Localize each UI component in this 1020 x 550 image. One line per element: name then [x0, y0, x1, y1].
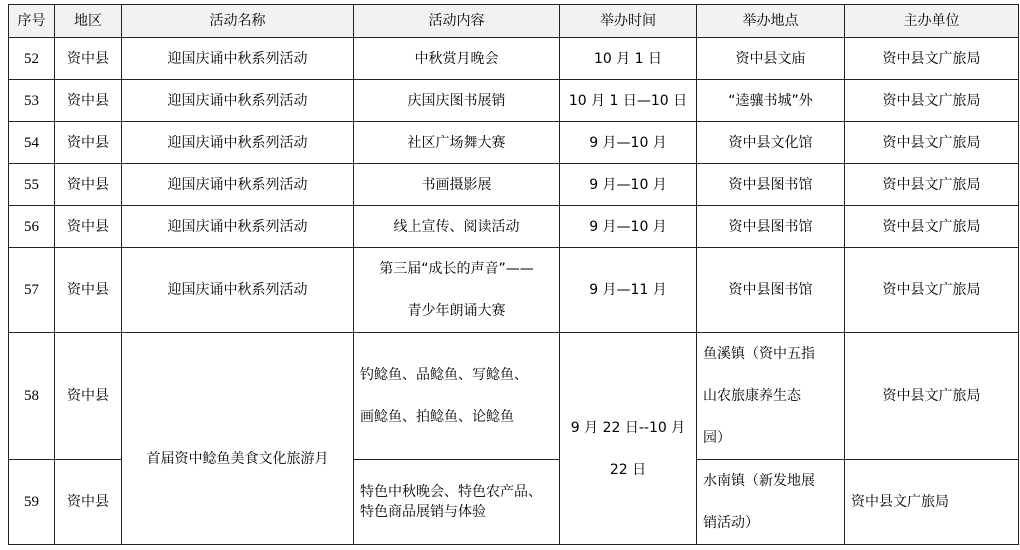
- place-line: 园）: [703, 430, 731, 446]
- cell-activity-name: 迎国庆诵中秋系列活动: [122, 38, 354, 80]
- cell-activity-content: 中秋赏月晚会: [354, 38, 560, 80]
- cell-organizer: 资中县文广旅局: [845, 164, 1019, 206]
- table-row: [9, 80, 1019, 122]
- table-row: [9, 333, 1019, 460]
- cell-time: 9 月—10 月: [560, 206, 697, 248]
- place-line: 山农旅康养生态: [703, 388, 801, 404]
- cell-activity-content: 书画摄影展: [354, 164, 560, 206]
- time-line: 22 日: [609, 461, 647, 478]
- cell-region: 资中县: [55, 248, 122, 333]
- content-line: 特色商品展销与体验: [360, 504, 486, 520]
- table-header-row: [9, 5, 1019, 38]
- content-line: 画鲶鱼、拍鲶鱼、论鲶鱼: [360, 409, 514, 425]
- cell-organizer: 资中县文广旅局: [845, 248, 1019, 333]
- table-row: [9, 206, 1019, 248]
- place-line: 销活动）: [703, 515, 759, 531]
- cell-time: 10 月 1 日: [560, 38, 697, 80]
- cell-place: 资中县文庙: [697, 38, 845, 80]
- cell-activity-name: 迎国庆诵中秋系列活动: [122, 122, 354, 164]
- cell-place: 资中县文化馆: [697, 122, 845, 164]
- events-table-wrapper: [8, 4, 1019, 545]
- cell-region: 资中县: [55, 333, 122, 460]
- time-line: 9 月 22 日--10 月: [570, 419, 686, 436]
- cell-organizer: 资中县文广旅局: [845, 122, 1019, 164]
- table-row: [9, 122, 1019, 164]
- cell-activity-content: [354, 248, 560, 333]
- events-table: [8, 4, 1019, 545]
- cell-place: [697, 460, 845, 545]
- cell-activity-content: [354, 460, 560, 545]
- cell-no: 57: [9, 248, 55, 333]
- header-region: 地区: [55, 5, 122, 38]
- place-line: 鱼溪镇（资中五指: [703, 346, 815, 362]
- content-line: 第三届“成长的声音”——: [379, 261, 534, 277]
- cell-region: 资中县: [55, 460, 122, 545]
- place-line: 水南镇（新发地展: [703, 473, 815, 489]
- cell-region: 资中县: [55, 164, 122, 206]
- table-row: [9, 248, 1019, 333]
- cell-no: 52: [9, 38, 55, 80]
- cell-time: 9 月—10 月: [560, 122, 697, 164]
- content-line: 青少年朗诵大赛: [407, 303, 506, 319]
- content-line: 特色中秋晚会、特色农产品、: [360, 484, 542, 500]
- cell-activity-name: 迎国庆诵中秋系列活动: [122, 206, 354, 248]
- cell-no: 53: [9, 80, 55, 122]
- cell-region: 资中县: [55, 80, 122, 122]
- header-no: 序号: [9, 5, 55, 38]
- cell-no: 58: [9, 333, 55, 460]
- cell-no: 54: [9, 122, 55, 164]
- cell-organizer: 资中县文广旅局: [845, 206, 1019, 248]
- cell-time-merged: [560, 333, 697, 545]
- cell-activity-name: 迎国庆诵中秋系列活动: [122, 248, 354, 333]
- cell-place: “逵骧书城”外: [697, 80, 845, 122]
- cell-no: 59: [9, 460, 55, 545]
- table-row: [9, 164, 1019, 206]
- table-row: [9, 38, 1019, 80]
- cell-activity-name: 迎国庆诵中秋系列活动: [122, 80, 354, 122]
- cell-organizer: 资中县文广旅局: [845, 80, 1019, 122]
- header-activity-name: 活动名称: [122, 5, 354, 38]
- cell-organizer: 资中县文广旅局: [845, 38, 1019, 80]
- cell-place: 资中县图书馆: [697, 164, 845, 206]
- cell-time: 9 月—10 月: [560, 164, 697, 206]
- cell-time: 10 月 1 日—10 日: [560, 80, 697, 122]
- cell-place: [697, 333, 845, 460]
- cell-activity-content: 社区广场舞大赛: [354, 122, 560, 164]
- cell-no: 55: [9, 164, 55, 206]
- cell-organizer: 资中县文广旅局: [845, 333, 1019, 460]
- header-time: 举办时间: [560, 5, 697, 38]
- cell-activity-name: 迎国庆诵中秋系列活动: [122, 164, 354, 206]
- cell-no: 56: [9, 206, 55, 248]
- header-place: 举办地点: [697, 5, 845, 38]
- cell-activity-content: 线上宣传、阅读活动: [354, 206, 560, 248]
- cell-time: 9 月—11 月: [560, 248, 697, 333]
- cell-region: 资中县: [55, 38, 122, 80]
- content-line: 钓鲶鱼、品鲶鱼、写鲶鱼、: [360, 367, 528, 383]
- cell-activity-name-merged: 首届资中鲶鱼美食文化旅游月: [122, 333, 354, 545]
- cell-place: 资中县图书馆: [697, 248, 845, 333]
- cell-region: 资中县: [55, 122, 122, 164]
- cell-activity-content: 庆国庆图书展销: [354, 80, 560, 122]
- cell-place: 资中县图书馆: [697, 206, 845, 248]
- header-organizer: 主办单位: [845, 5, 1019, 38]
- cell-organizer: 资中县文广旅局: [845, 460, 1019, 545]
- header-activity-content: 活动内容: [354, 5, 560, 38]
- cell-activity-content: [354, 333, 560, 460]
- cell-region: 资中县: [55, 206, 122, 248]
